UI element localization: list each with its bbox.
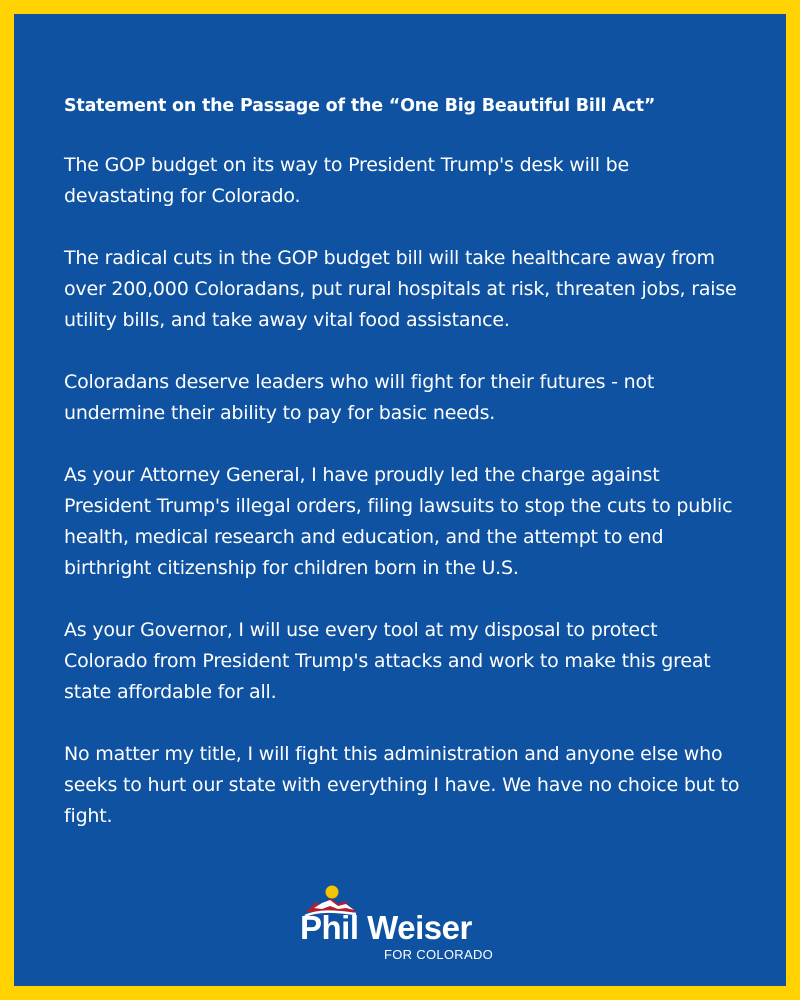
logo-name: Phil Weiser <box>300 909 472 946</box>
statement-body <box>64 94 744 863</box>
statement-paragraph: The GOP budget on its way to President Trump's desk will be devastating for Colorado. <box>64 154 630 207</box>
statement-paragraph: The radical cuts in the GOP budget bill will take healthcare away from over 200,000 Coloradans, put rural hospitals at risk, threaten jobs, raise utility bills, and take away vital food assistance. <box>64 247 737 331</box>
logo-subtitle: FOR COLORADO <box>384 947 494 962</box>
statement-title: Statement on the Passage of the “One Big Beautiful Bill Act” <box>64 96 656 116</box>
statement-paragraph: As your Attorney General, I have proudly led the charge against President Trump's illegal orders, filing lawsuits to stop the cuts to public health, medical research and education, and the attempt to end birthright citizenship for children born in the U.S. <box>64 464 733 579</box>
campaign-logo <box>300 884 520 964</box>
statement-paragraph: As your Governor, I will use every tool at my disposal to protect Colorado from President Trump's attacks and work to make this great state affordable for all. <box>64 619 711 703</box>
statement-card <box>14 14 786 986</box>
statement-paragraph: Coloradans deserve leaders who will fight for their futures - not undermine their ability to pay for basic needs. <box>64 371 655 424</box>
statement-paragraph: No matter my title, I will fight this administration and anyone else who seeks to hurt our state with everything I have. We have no choice but to fight. <box>64 743 740 827</box>
